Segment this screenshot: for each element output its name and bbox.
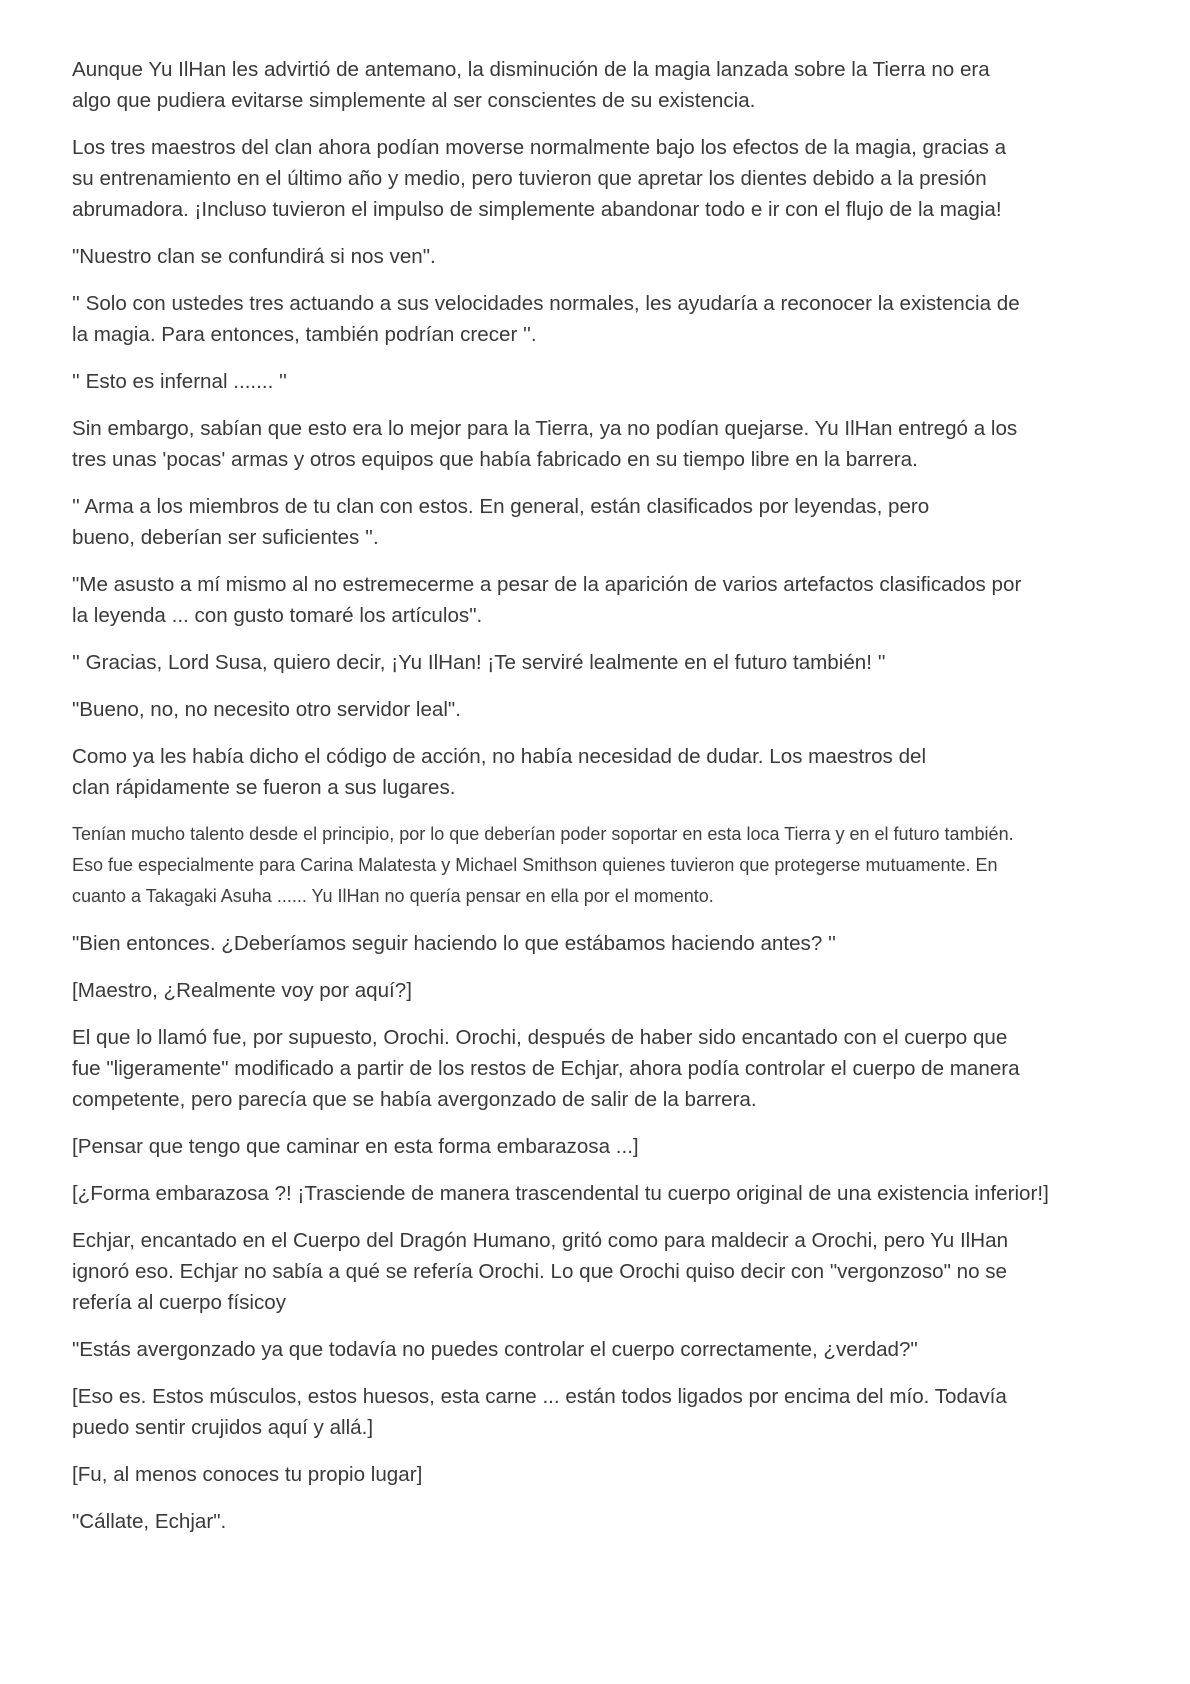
paragraph <box>72 1381 1132 1443</box>
text-line: refería al cuerpo físicoy <box>72 1291 287 1314</box>
text-line: Sin embargo, sabían que esto era lo mejor para la Tierra, ya no podían quejarse. Yu IlHan entregó a los <box>72 417 1018 440</box>
paragraph <box>72 975 1132 1006</box>
paragraph <box>72 1459 1132 1490</box>
paragraph <box>72 132 1132 225</box>
text-line: [Pensar que tengo que caminar en esta forma embarazosa ...] <box>72 1135 639 1158</box>
paragraph <box>72 569 1132 631</box>
text-line: [Fu, al menos conoces tu propio lugar] <box>72 1463 423 1486</box>
text-line: Tenían mucho talento desde el principio, por lo que deberían poder soportar en esta loca Tierra y en el futuro también. <box>72 824 1014 844</box>
text-line: cuanto a Takagaki Asuha ...... Yu IlHan no quería pensar en ella por el momento. <box>72 886 714 906</box>
text-line: fue "ligeramente" modificado a partir de los restos de Echjar, ahora podía controlar el cuerpo de manera <box>72 1057 1020 1080</box>
paragraph <box>72 1334 1132 1365</box>
paragraph <box>72 741 1132 803</box>
text-line: algo que pudiera evitarse simplemente al ser conscientes de su existencia. <box>72 89 756 112</box>
text-line: Los tres maestros del clan ahora podían moverse normalmente bajo los efectos de la magia, gracias a <box>72 136 1007 159</box>
text-line: "Bien entonces. ¿Deberíamos seguir haciendo lo que estábamos haciendo antes? '' <box>72 932 836 955</box>
text-line: Echjar, encantado en el Cuerpo del Dragón Humano, gritó como para maldecir a Orochi, pero Yu IlHan <box>72 1229 1009 1252</box>
text-line: [Eso es. Estos músculos, estos huesos, esta carne ... están todos ligados por encima del mío. Todavía <box>72 1385 1007 1408</box>
text-line: [¿Forma embarazosa ?! ¡Trasciende de manera trascendental tu cuerpo original de una existencia inferior!] <box>72 1182 1049 1205</box>
text-line: "Bueno, no, no necesito otro servidor leal". <box>72 698 461 721</box>
paragraph <box>72 647 1132 678</box>
paragraph <box>72 366 1132 397</box>
document-page <box>72 54 1132 1553</box>
paragraph <box>72 491 1132 553</box>
text-line: "Estás avergonzado ya que todavía no puedes controlar el cuerpo correctamente, ¿verdad?" <box>72 1338 918 1361</box>
text-line: la leyenda ... con gusto tomaré los artículos". <box>72 604 483 627</box>
text-line: '' Gracias, Lord Susa, quiero decir, ¡Yu IlHan! ¡Te serviré lealmente en el futuro también! '' <box>72 651 886 674</box>
text-line: clan rápidamente se fueron a sus lugares. <box>72 776 456 799</box>
paragraph <box>72 288 1132 350</box>
text-line: Eso fue especialmente para Carina Malatesta y Michael Smithson quienes tuvieron que protegerse mutuamente. En <box>72 855 998 875</box>
text-line: abrumadora. ¡Incluso tuvieron el impulso de simplemente abandonar todo e ir con el flujo de la magia! <box>72 198 1002 221</box>
text-line: su entrenamiento en el último año y medio, pero tuvieron que apretar los dientes debido a la presión <box>72 167 987 190</box>
paragraph <box>72 819 1132 912</box>
paragraph <box>72 1225 1132 1318</box>
text-line: Como ya les había dicho el código de acción, no había necesidad de dudar. Los maestros del <box>72 745 927 768</box>
paragraph <box>72 54 1132 116</box>
paragraph <box>72 241 1132 272</box>
text-line: ignoró eso. Echjar no sabía a qué se refería Orochi. Lo que Orochi quiso decir con "vergonzoso" no se <box>72 1260 1008 1283</box>
paragraph <box>72 1022 1132 1115</box>
paragraph <box>72 928 1132 959</box>
text-line: "Nuestro clan se confundirá si nos ven". <box>72 245 436 268</box>
text-line: competente, pero parecía que se había avergonzado de salir de la barrera. <box>72 1088 757 1111</box>
text-line: "Cállate, Echjar". <box>72 1510 227 1533</box>
paragraph <box>72 694 1132 725</box>
text-line: '' Arma a los miembros de tu clan con estos. En general, están clasificados por leyendas, pero <box>72 495 930 518</box>
paragraph <box>72 1178 1132 1209</box>
text-line: [Maestro, ¿Realmente voy por aquí?] <box>72 979 412 1002</box>
text-line: Aunque Yu IlHan les advirtió de antemano, la disminución de la magia lanzada sobre la Tierra no era <box>72 58 990 81</box>
text-line: la magia. Para entonces, también podrían crecer ''. <box>72 323 537 346</box>
text-line: puedo sentir crujidos aquí y allá.] <box>72 1416 374 1439</box>
paragraph <box>72 1131 1132 1162</box>
paragraph <box>72 413 1132 475</box>
paragraph <box>72 1506 1132 1537</box>
text-line: El que lo llamó fue, por supuesto, Orochi. Orochi, después de haber sido encantado con el cuerpo que <box>72 1026 1008 1049</box>
text-line: tres unas 'pocas' armas y otros equipos que había fabricado en su tiempo libre en la barrera. <box>72 448 918 471</box>
text-line: bueno, deberían ser suficientes ''. <box>72 526 379 549</box>
text-line: '' Esto es infernal ....... '' <box>72 370 287 393</box>
text-line: '' Solo con ustedes tres actuando a sus velocidades normales, les ayudaría a reconocer la existencia de <box>72 292 1020 315</box>
text-line: "Me asusto a mí mismo al no estremecerme a pesar de la aparición de varios artefactos clasificados por <box>72 573 1022 596</box>
